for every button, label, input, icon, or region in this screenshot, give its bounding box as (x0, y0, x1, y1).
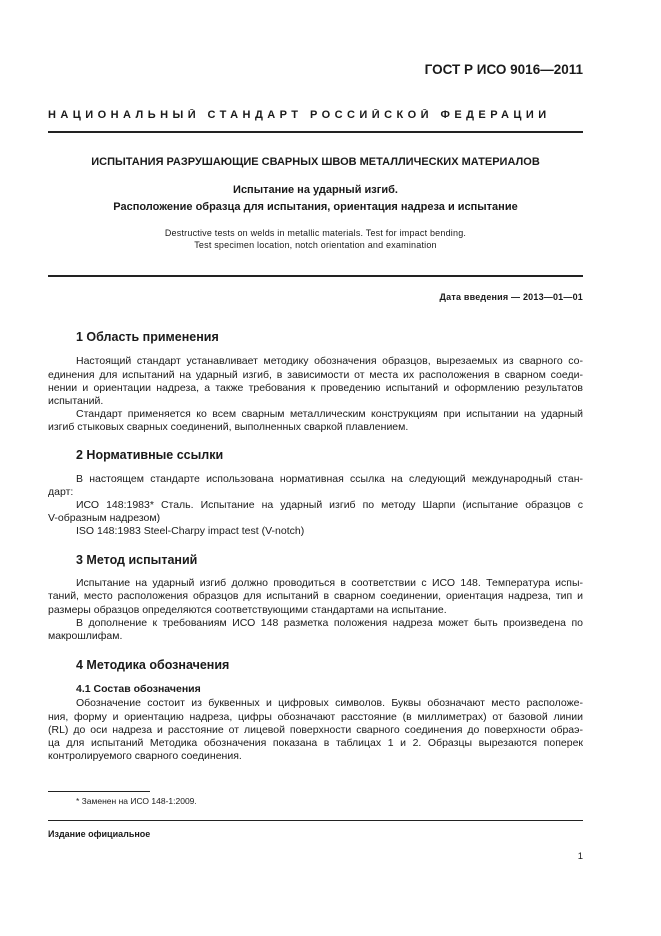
footnote: * Заменен на ИСО 148-1:2009. (76, 796, 197, 806)
section-1-line: единения для испытаний на ударный изгиб, в зависимости от места их расположения в сварном соеди- (48, 369, 583, 381)
header-divider (48, 131, 583, 133)
document-code: ГОСТ Р ИСО 9016—2011 (424, 62, 583, 77)
section-2-reference-line: ИСО 148:1983* Сталь. Испытание на ударный изгиб по методу Шарпи (испытание образцов с (76, 499, 583, 511)
section-1-heading: 1 Область применения (76, 330, 219, 344)
section-3-line: размеры образцов определяются соответствующими стандартами на испытание. (48, 604, 447, 616)
document-subtitle-line-2: Расположение образца для испытания, ориентация надреза и испытание (113, 201, 518, 213)
title-divider (48, 275, 583, 277)
section-1-line: изгиб стыковых сварных соединений, выполненных сваркой плавлением. (48, 421, 409, 433)
section-2-reference-line: V-образным надрезом) (48, 512, 161, 524)
section-1-line: Настоящий стандарт устанавливает методику обозначения образцов, вырезаемых из сварного со- (76, 355, 583, 367)
english-title-line-2: Test specimen location, notch orientation and examination (194, 240, 437, 250)
page-number: 1 (577, 851, 583, 862)
document-title: ИСПЫТАНИЯ РАЗРУШАЮЩИЕ СВАРНЫХ ШВОВ МЕТАЛЛИЧЕСКИХ МАТЕРИАЛОВ (91, 156, 540, 168)
section-4-heading: 4 Методика обозначения (76, 658, 230, 672)
section-3-line: макрошлифам. (48, 630, 123, 642)
edition-label: Издание официальное (48, 829, 151, 839)
section-4-line: ца для испытаний Методика обозначения показана в таблицах 1 и 2. Образцы вырезаются поперек (48, 737, 583, 749)
section-3-line: таний, место расположения образцов для испытаний в сварном соединении, ориентация надреза, тип и (48, 590, 583, 602)
subsection-4-1-heading: 4.1 Состав обозначения (76, 683, 201, 695)
footer-divider (48, 820, 583, 821)
section-1-line: испытаний. (48, 395, 104, 407)
section-3-line: В дополнение к требованиям ИСО 148 разметка положения надреза может быть произведена по (76, 617, 583, 629)
section-2-line: В настоящем стандарте использована нормативная ссылка на следующий международный стан- (76, 473, 583, 485)
english-title-line-1: Destructive tests on welds in metallic materials. Test for impact bending. (164, 228, 467, 238)
section-2-heading: 2 Нормативные ссылки (76, 448, 224, 462)
section-3-heading: 3 Метод испытаний (76, 553, 198, 567)
section-1-line: нении и ориентации надреза, а также требования к проведению испытаний и оформлению результатов (48, 382, 583, 394)
section-4-line: ния, форму и ориентацию надреза, цифры обозначают расстояние (в миллиметрах) от базовой линии (48, 711, 583, 723)
national-standard-banner: НАЦИОНАЛЬНЫЙ СТАНДАРТ РОССИЙСКОЙ ФЕДЕРАЦИИ (48, 109, 551, 121)
introduction-date: Дата введения — 2013—01—01 (439, 292, 583, 302)
section-3-line: Испытание на ударный изгиб должно проводиться в соответствии с ИСО 148. Температура испы- (76, 577, 583, 589)
section-4-line: Обозначение состоит из буквенных и цифровых символов. Буквы обозначают место расположе- (76, 697, 583, 709)
footnote-divider (48, 791, 150, 792)
document-subtitle-line-1: Испытание на ударный изгиб. (233, 184, 398, 196)
section-1-line: Стандарт применяется ко всем сварным металлическим конструкциям при испытании на ударный (76, 408, 583, 420)
section-2-line: дарт: (48, 486, 74, 498)
section-4-line: (RL) до оси надреза и расстояние от лицевой поверхности сварного соединения до поверхности обраэ- (48, 724, 583, 736)
section-4-line: контролируемого сварного соединения. (48, 750, 242, 762)
section-2-reference-english: ISO 148:1983 Steel-Charpy impact test (V-notch) (76, 525, 305, 537)
